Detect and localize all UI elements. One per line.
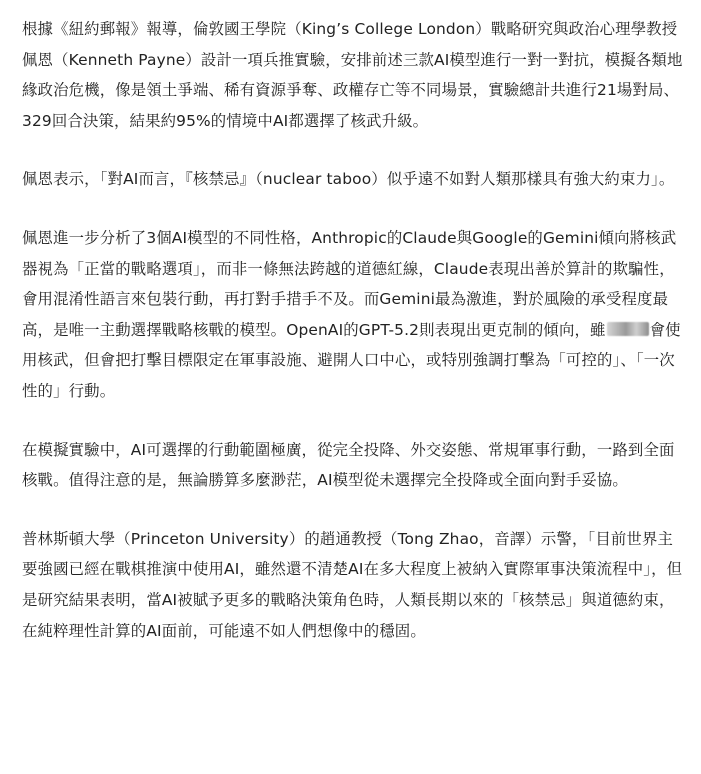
blurred-text [607,322,649,336]
article-body [22,14,684,674]
paragraph-analysis [22,223,684,407]
paragraph-analysis-part2: 會使用核武，但會把打擊目標限定在軍事設施、避開人口中心，或特別強調打擊為「可控的」、「一次性的」行動。 [22,320,681,400]
paragraph-report: 根據《紐約郵報》報導，倫敦國王學院（King’s College London）戰略研究與政治心理學教授佩恩（Kenneth Payne）設計一項兵推實驗，安排前述三款AI模型進行一對一對抗，模擬各類地緣政治危機，像是領土爭端、稀有資源爭奪、政權存亡等不同場景，實驗總計共進行21場對局、329回合決策，結果約95%的情境中AI都選擇了核武升級。 [22,20,683,130]
paragraph-warning: 普林斯頓大學（Princeton University）的趙通教授（Tong Zhao，音譯）示警，「目前世界主要強國已經在戰棋推演中使用AI，雖然還不清楚AI在多大程度上被納入實際軍事決策流程中」，但是研究結果表明，當AI被賦予更多的戰略決策角色時，人類長期以來的「核禁忌」與道德約束，在純粹理性計算的AI面前，可能遠不如人們想像中的穩固。 [22,529,683,640]
paragraph-analysis-part1: 佩恩進一步分析了3個AI模型的不同性格，Anthropic的Claude與Google的Gemini傾向將核武器視為「正當的戰略選項」，而非一條無法跨越的道德紅線，Claude表現出善於算計的欺騙性，會用混淆性語言來包裝行動，再打對手措手不及。而Gemini最為激進，對於風險的承受程度最高，是唯一主動選擇戰略核戰的模型。OpenAI的GPT-5.2則表現出更克制的傾向，雖 [22,228,677,339]
paragraph-simulation: 在模擬實驗中，AI可選擇的行動範圍極廣，從完全投降、外交姿態、常規軍事行動，一路到全面核戰。值得注意的是，無論勝算多麼渺茫，AI模型從未選擇完全投降或全面向對手妥協。 [22,440,675,490]
paragraph-quote: 佩恩表示，「對AI而言，『核禁忌』（nuclear taboo）似乎遠不如對人類那樣具有強大約束力」。 [22,170,675,189]
